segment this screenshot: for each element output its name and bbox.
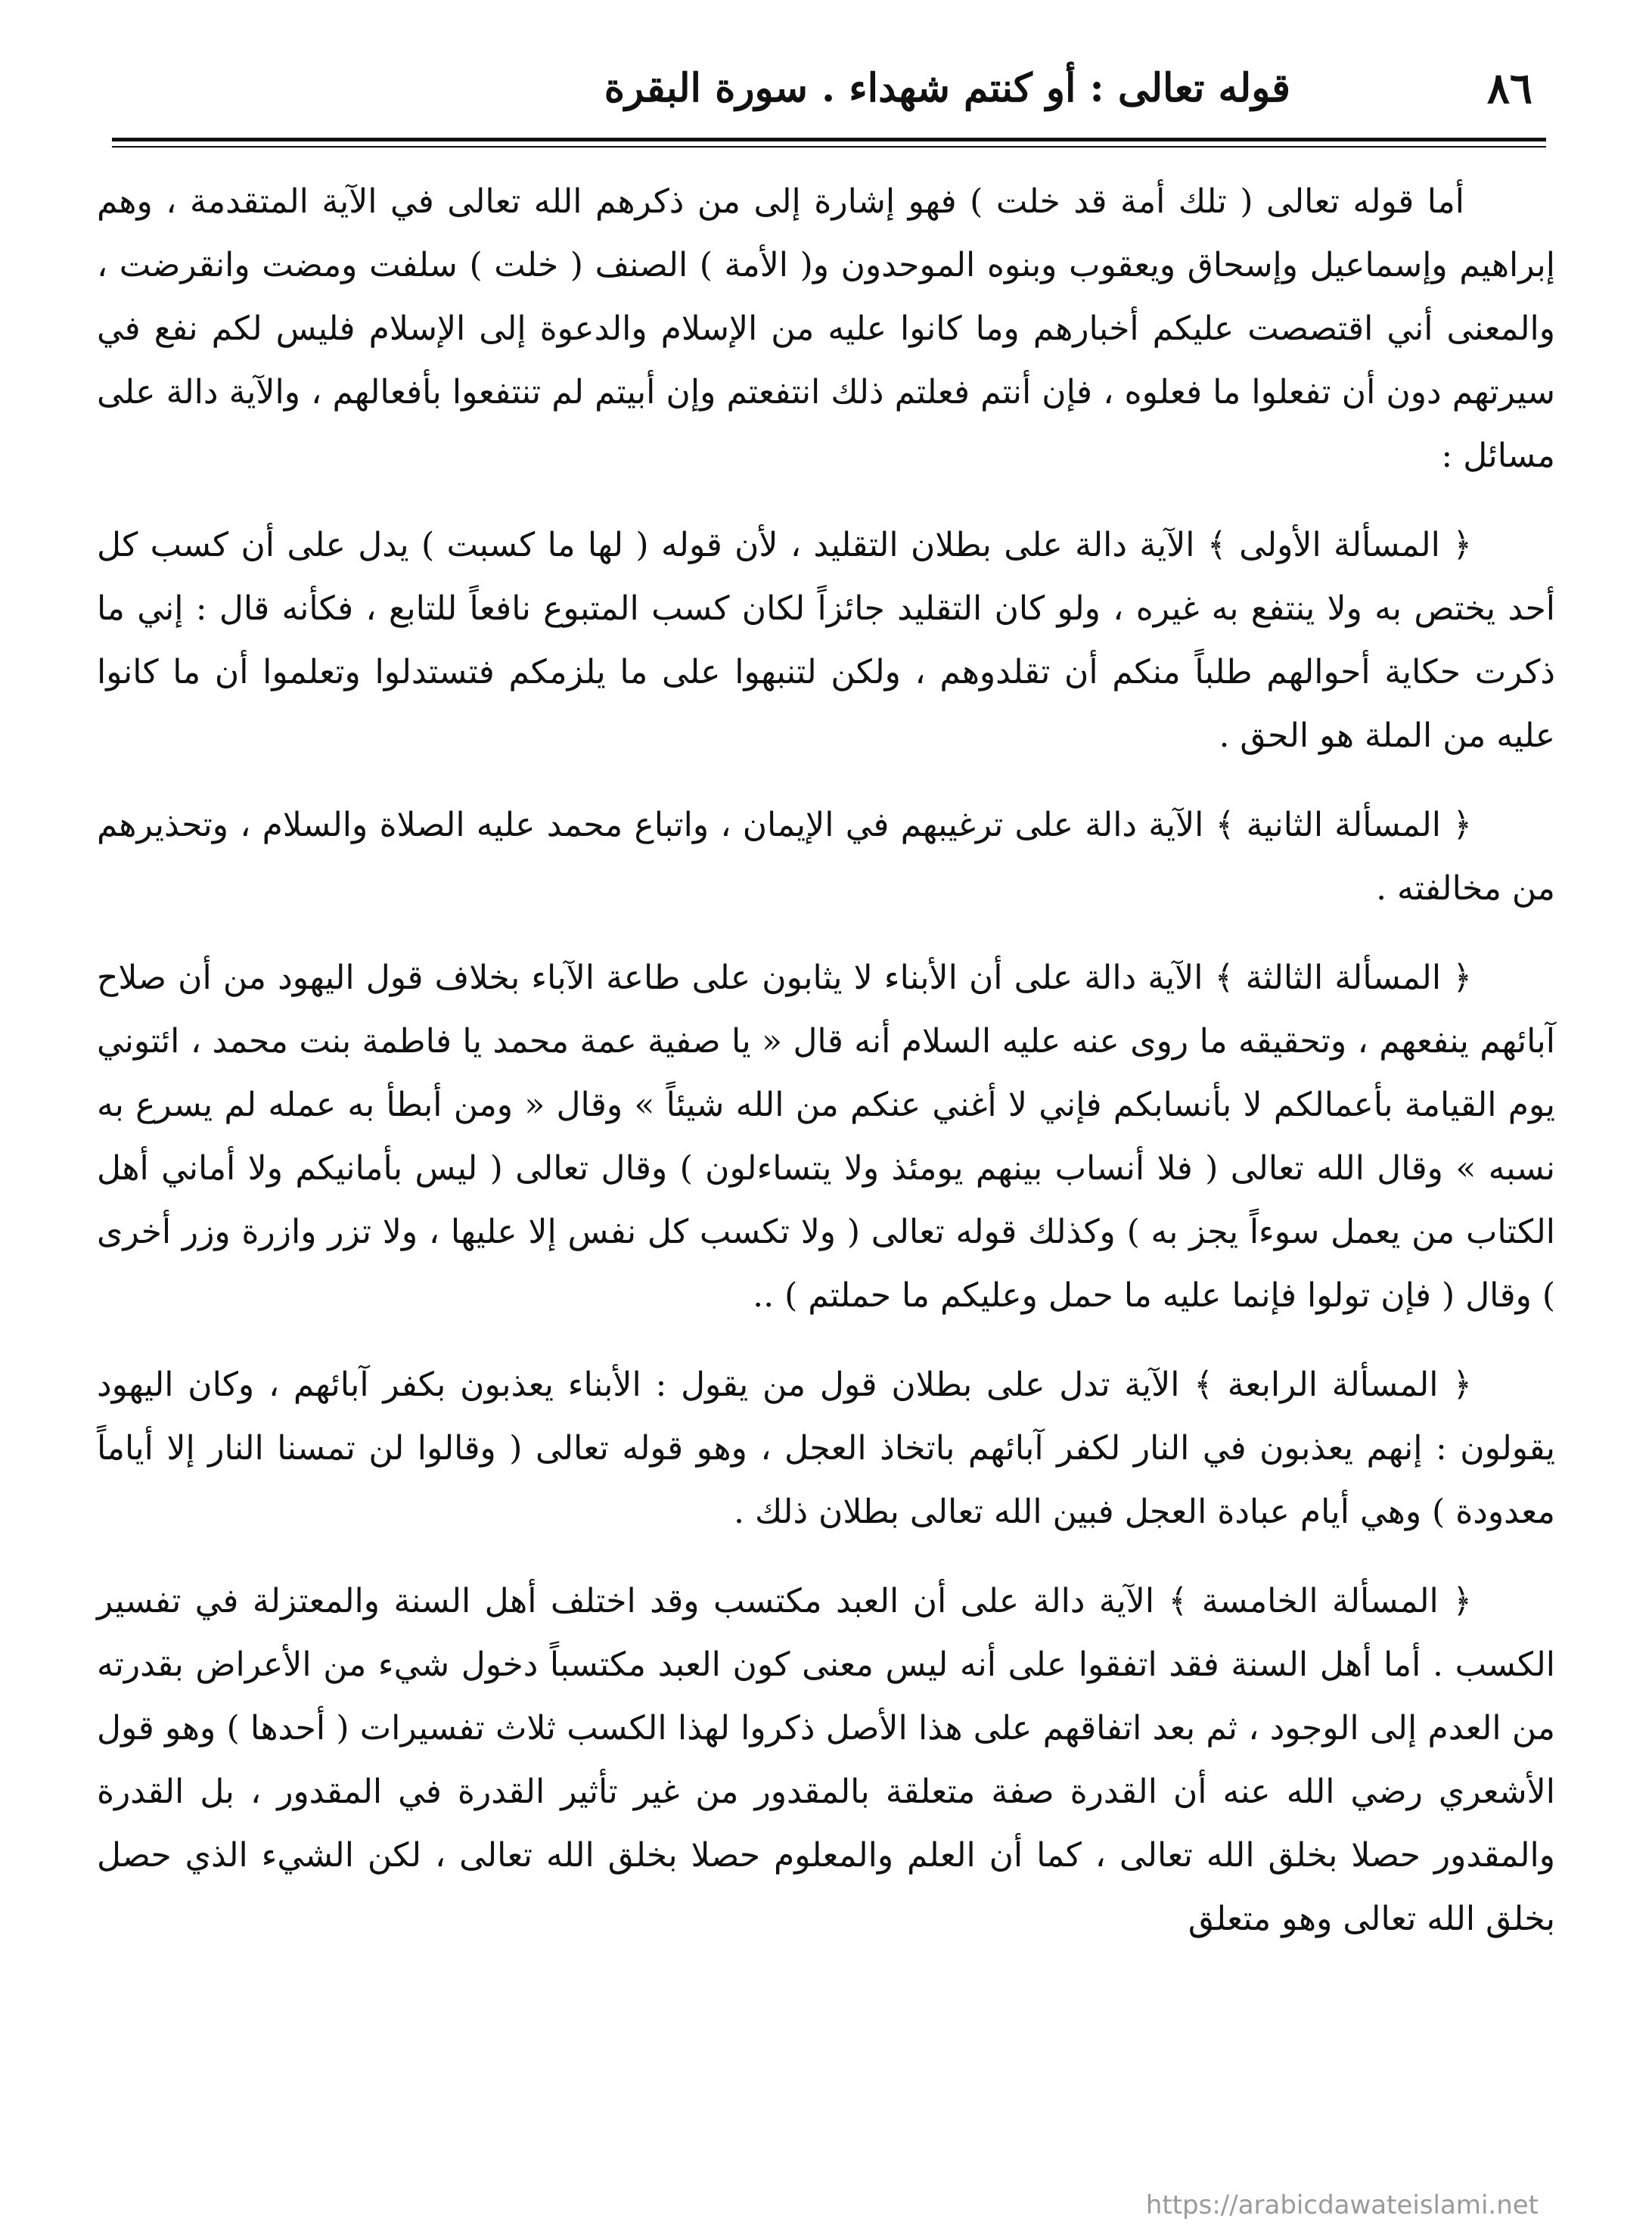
watermark-url: https://arabicdawateislami.net bbox=[1145, 2190, 1539, 2220]
page-header bbox=[112, 59, 1540, 135]
header-rule-thin bbox=[112, 146, 1546, 148]
paragraph-issue-3: ﴿ المسألة الثالثة ﴾ الآية دالة على أن الأبناء لا يثابون على طاعة الآباء بخلاف قول اليهود من أن صلاح آبائهم ينفعهم ، وتحقيقه ما روى عنه عليه السلام أنه قال « يا صفية عمة محمد يا فاطمة بنت محمد ، ائتوني يوم القيامة بأعمالكم لا بأنسابكم فإني لا أغني عنكم من الله شيئاً » وقال « ومن أبطأ به عمله لم يسرع به نسبه » وقال الله تعالى ( فلا أنساب بينهم يومئذ ولا يتساءلون ) وقال تعالى ( ليس بأمانيكم ولا أماني أهل الكتاب من يعمل سوءاً يجز به ) وكذلك قوله تعالى ( ولا تكسب كل نفس إلا عليها ، ولا تزر وازرة وزر أخرى ) وقال ( فإن تولوا فإنما عليه ما حمل وعليكم ما حملتم ) .. bbox=[97, 958, 1555, 1315]
paragraph-intro: أما قوله تعالى ( تلك أمة قد خلت ) فهو إشارة إلى من ذكرهم الله تعالى في الآية المتقدمة ، وهم إبراهيم وإسماعيل وإسحاق ويعقوب وبنوه الموحدون و( الأمة ) الصنف ( خلت ) سلفت ومضت وانقرضت ، والمعنى أني اقتصصت عليكم أخبارهم وما كانوا عليه من الإسلام والدعوة إلى الإسلام فليس لكم نفع في سيرتهم دون أن تفعلوا ما فعلوه ، فإن أنتم فعلتم ذلك انتفعتم وإن أبيتم لم تنتفعوا بأفعالهم ، والآية دالة على مسائل : bbox=[97, 182, 1555, 475]
paragraph-issue-4: ﴿ المسألة الرابعة ﴾ الآية تدل على بطلان قول من يقول : الأبناء يعذبون بكفر آبائهم ، وكان اليهود يقولون : إنهم يعذبون في النار لكفر آبائهم باتخاذ العجل ، وهو قوله تعالى ( وقالوا لن تمسنا النار إلا أياماً معدودة ) وهي أيام عبادة العجل فبين الله تعالى بطلان ذلك . bbox=[97, 1366, 1555, 1531]
header-rule bbox=[112, 138, 1546, 141]
page-number: ٨٦ bbox=[1486, 64, 1532, 113]
running-title: قوله تعالى : أو كنتم شهداء . سورة البقرة bbox=[604, 65, 1290, 111]
paragraph-issue-2: ﴿ المسألة الثانية ﴾ الآية دالة على ترغيبهم في الإيمان ، واتباع محمد عليه الصلاة والسلام ، وتحذيرهم من مخالفته . bbox=[97, 806, 1555, 908]
paragraph-issue-1: ﴿ المسألة الأولى ﴾ الآية دالة على بطلان التقليد ، لأن قوله ( لها ما كسبت ) يدل على أن كسب كل أحد يختص به ولا ينتفع به غيره ، ولو كان التقليد جائزاً لكان كسب المتبوع نافعاً للتابع ، فكأنه قال : إني ما ذكرت حكاية أحوالهم طلباً منكم أن تقلدوهم ، ولكن لتنبهوا على ما يلزمكم فتستدلوا وتعلموا أن ما كانوا عليه من الملة هو الحق . bbox=[97, 526, 1555, 755]
page-body bbox=[97, 170, 1555, 1977]
paragraph-issue-5: ﴿ المسألة الخامسة ﴾ الآية دالة على أن العبد مكتسب وقد اختلف أهل السنة والمعتزلة في تفسير الكسب . أما أهل السنة فقد اتفقوا على أنه ليس معنى كون العبد مكتسباً دخول شيء من الأعراض بقدرته من العدم إلى الوجود ، ثم بعد اتفاقهم على هذا الأصل ذكروا لهذا الكسب ثلاث تفسيرات ( أحدها ) وهو قول الأشعري رضي الله عنه أن القدرة صفة متعلقة بالمقدور من غير تأثير القدرة في المقدور ، بل القدرة والمقدور حصلا بخلق الله تعالى ، كما أن العلم والمعلوم حصلا بخلق الله تعالى ، لكن الشيء الذي حصل بخلق الله تعالى وهو متعلق bbox=[97, 1582, 1555, 1938]
